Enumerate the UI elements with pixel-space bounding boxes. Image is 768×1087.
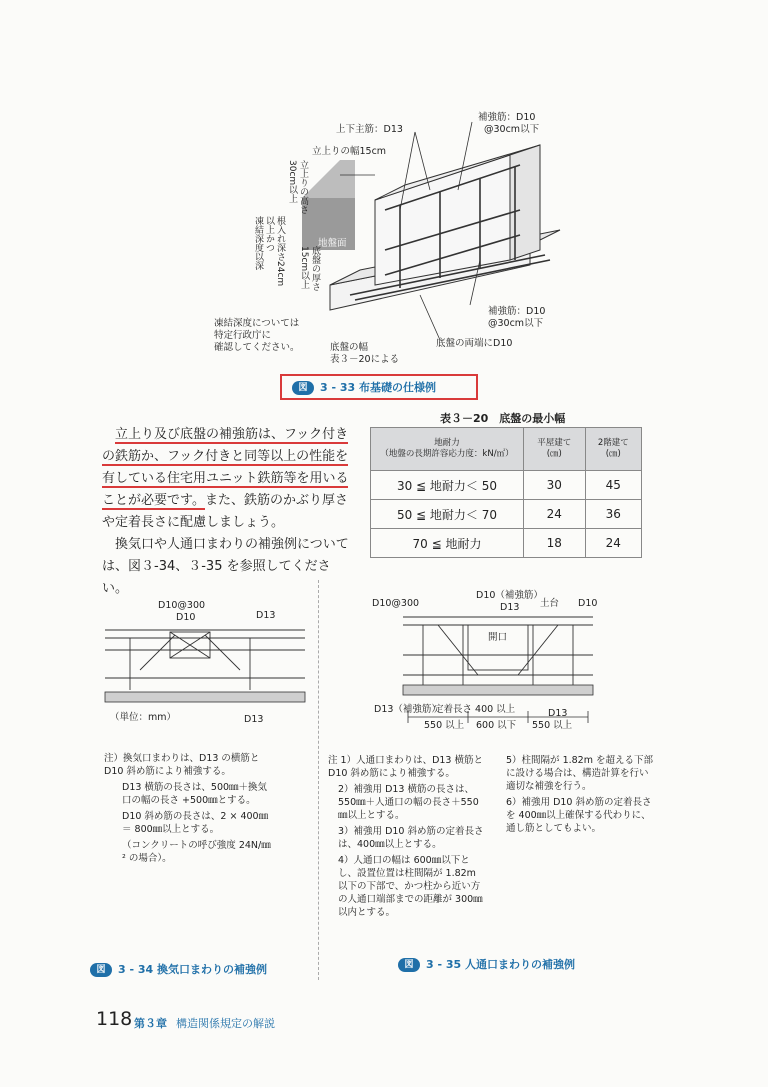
label-embed-depth: 根入れ深さ24cm 以上かつ 凍結深度以深 xyxy=(253,216,285,287)
note: 2）補強用 D13 横筋の長さは、550㎜＋人通口の幅の長さ＋550㎜以上とする。 xyxy=(338,784,479,821)
table-cell: 70 ≦ 地耐力 xyxy=(371,529,524,558)
table-cell: 24 xyxy=(524,500,586,529)
note: 6）補強用 D10 斜め筋の定着長さを 400㎜以上確保する代わりに、通し筋としてもよい。 xyxy=(506,797,652,834)
note: （コンクリートの呼び強度 24N/㎜² の場合）。 xyxy=(122,840,271,864)
label-rise-width: 立上りの幅15cm xyxy=(312,146,387,157)
fig35-label-teichaku: 定着長さ 400 以上 xyxy=(434,704,516,715)
fig35-label-d13: D13 xyxy=(500,602,520,613)
fig34-label-unit: （単位：mm） xyxy=(110,712,177,723)
table-row xyxy=(371,500,642,529)
table-header: 平屋建て (㎝) xyxy=(524,428,586,471)
fig35-notes-right xyxy=(506,754,656,838)
table-cell: 45 xyxy=(585,471,641,500)
table-cell: 24 xyxy=(585,529,641,558)
label-reinf-bot: 補強筋：D10 xyxy=(488,306,546,317)
note: 注 1）人通口まわりは、D13 横筋と D10 斜め筋により補強する。 xyxy=(328,755,483,779)
label-slab-width2: 表３－20による xyxy=(330,354,400,365)
paragraph-1: 立上り及び底盤の補強筋は、フック付きの鉄筋か、フック付きと同等以上の性能を有している住宅用ユニット鉄筋等を用いることが必要です。また、鉄筋のかぶり厚さや定着長さに配慮しましょう。 xyxy=(102,427,349,530)
fig35-dim-3: 550 以上 xyxy=(532,720,573,731)
note: 注）換気口まわりは、D13 の横筋と D10 斜め筋により補強する。 xyxy=(104,753,260,777)
fig34-label-d10-300: D10@300 xyxy=(158,600,206,611)
table-cell: 36 xyxy=(585,500,641,529)
table-cell: 30 ≦ 地耐力＜ 50 xyxy=(371,471,524,500)
label-frost-note: 凍結深度については xyxy=(214,318,300,329)
fig35-dim-1: 550 以上 xyxy=(424,720,465,731)
figure-icon: 図 xyxy=(398,958,420,972)
label-frost-note3: 確認してください。 xyxy=(214,342,300,353)
fig35-label-d10: D10 xyxy=(578,598,598,609)
figure-icon: 図 xyxy=(292,381,314,395)
underlined-text: 立上り及び底盤の補強筋は、フック付きの鉄筋か、フック付きと同等以上の性能を有している住宅用ユニット鉄筋等を用いることが必要です。 xyxy=(102,427,349,508)
table-title: 表３－20 底盤の最小幅 xyxy=(440,412,566,425)
label-reinf-top: 補強筋：D10 xyxy=(478,112,536,123)
label-ground: 地盤面 xyxy=(318,238,347,249)
label-slab-thick: 底盤の厚さ 15cm以上 xyxy=(299,246,320,291)
vent-reinforcement-drawing xyxy=(100,610,310,720)
column-divider xyxy=(318,580,319,980)
fig34-caption: 図 3 - 34 換気口まわりの補強例 xyxy=(90,961,267,977)
note: 4）人通口の幅は 600㎜以下とし、設置位置は柱間隔が 1.82m 以下の下部で、かつ柱から近い方の人通口端部までの距離が 300㎜以内とする。 xyxy=(338,855,483,918)
table-row xyxy=(371,471,642,500)
table-header: 地耐力 （地盤の長期許容応力度：kN/㎡） xyxy=(371,428,524,471)
label-slab-width: 底盤の幅 xyxy=(330,342,369,353)
label-slab-ends: 底盤の両端にD10 xyxy=(436,338,513,349)
label-rise-height: 立上りの高さ 30cm以上 xyxy=(287,160,308,214)
paragraph-2: 換気口や人通口まわりの補強例については、図３-34、３-35 を参照してください。 xyxy=(102,537,349,596)
fig35-caption: 図 3 - 35 人通口まわりの補強例 xyxy=(398,956,575,972)
body-paragraphs xyxy=(102,424,354,600)
min-width-table xyxy=(370,427,642,558)
fig34-label-d10: D10 xyxy=(176,612,196,623)
fig34-label-d13-bot: D13 xyxy=(244,714,264,725)
chapter-title: 構造関係規定の解説 xyxy=(176,1017,275,1030)
note: 3）補強用 D10 斜め筋の定着長さは、400㎜以上とする。 xyxy=(338,826,484,850)
label-reinf-top2: @30cm以下 xyxy=(484,124,540,135)
label-frost-note2: 特定行政庁に xyxy=(214,330,272,341)
fig35-dim-2: 600 以下 xyxy=(476,720,517,731)
label-reinf-bot2: @30cm以下 xyxy=(488,318,544,329)
note: 5）柱間隔が 1.82m を超える下部に設ける場合は、構造計算を行い適切な補強を行う。 xyxy=(506,755,653,792)
label-top-main-bar: 上下主筋：D13 xyxy=(336,124,403,135)
fig35-notes-left xyxy=(328,754,488,922)
fig34-label-d13-top: D13 xyxy=(256,610,276,621)
page-number: 118 xyxy=(96,1008,133,1030)
fig33-caption: 図 3 - 33 布基礎の仕様例 xyxy=(292,379,436,395)
fig35-label-d13-hokyo: D13（補強筋） xyxy=(374,704,441,715)
note: D10 斜め筋の長さは、2 × 400㎜＝ 800㎜以上とする。 xyxy=(122,811,269,835)
table-cell: 30 xyxy=(524,471,586,500)
fig35-label-d10-300: D10@300 xyxy=(372,598,420,609)
fig34-notes xyxy=(104,752,274,868)
table-cell: 18 xyxy=(524,529,586,558)
table-row xyxy=(371,529,642,558)
table-header: 2階建て (㎝) xyxy=(585,428,641,471)
fig35-label-kaiko: 開口 xyxy=(488,632,508,643)
table-cell: 50 ≦ 地耐力＜ 70 xyxy=(371,500,524,529)
note: D13 横筋の長さは、500㎜＋換気口の幅の長さ +500㎜とする。 xyxy=(122,782,268,806)
chapter-label: 第３章 xyxy=(134,1017,167,1030)
fig35-label-d10-hokyo: D10（補強筋） xyxy=(476,590,543,601)
figure-icon: 図 xyxy=(90,963,112,977)
fig35-label-dodai: 土台 xyxy=(540,598,560,609)
fig35-label-d13-b: D13 xyxy=(548,708,568,719)
